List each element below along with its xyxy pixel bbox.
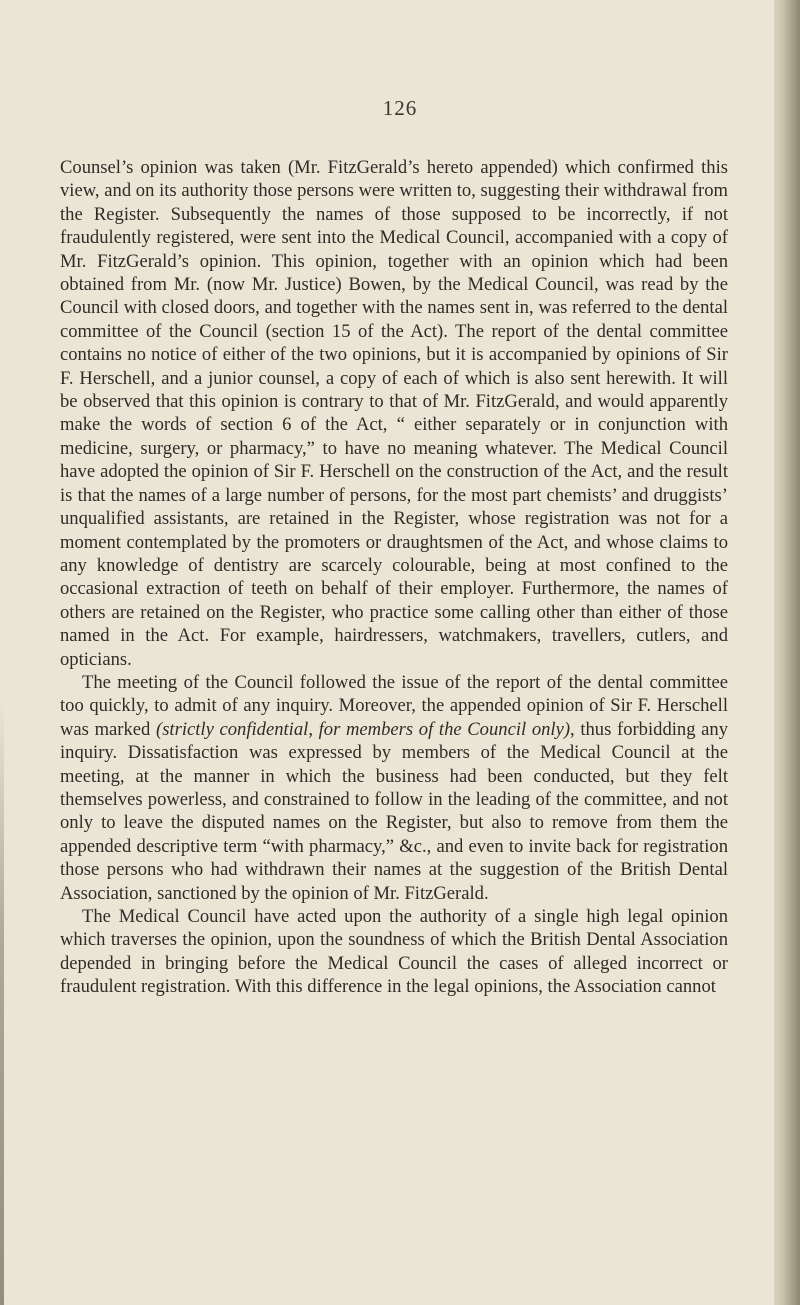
paragraph-1-text: Counsel’s opinion was taken (Mr. FitzGerald’s hereto appended) which confirmed this view, and on its authority those persons were written to, suggesting their withdrawal from the Register. Subsequently the names of those supposed to be incorrectly, if not fraudulently registered, were sent into the Medical Council, accompanied with a copy of Mr. FitzGerald’s opinion. This opinion, together with an opinion which had been obtained from Mr. (now Mr. Justice) Bowen, by the Medical Council, was read by the Council with closed doors, and together with the names sent in, was referred to the dental committee of the Council (section 15 of the Act). The report of the dental committee contains no notice of either of the two opinions, but it is accompanied by opinions of Sir F. Herschell, and a junior counsel, a copy of each of which is also sent herewith. It will be observed that this opinion is contrary to that of Mr. FitzGerald, and would apparently make the words of section 6 of the Act, “ either separately or in conjunction with medicine, surgery, or pharmacy,” to have no meaning whatever. The Medical Council have adopted the opinion of Sir F. Herschell on the construction of the Act, and the result is that the names of a large number of persons, for the most part chemists’ and druggists’ unqualified assistants, are retained in the Register, whose registration was not for a moment contemplated by the promoters or draughtsmen of the Act, and whose claims to any knowledge of dentistry are scarcely colourable, being at most confined to the occasional extraction of teeth on behalf of their employer. Furthermore, the names of others are retained on the Register, who practice some calling other than either of those named in the Act. For example, hairdressers, watchmakers, travellers, cutlers, and opticians. (60, 157, 728, 670)
paragraph-2-text-a: The meeting of the Council followed the issue of the report of the dental committee too quickly, to admit of any inquiry. Moreover, the appended opinion of Sir F. Herschell was marked (60, 671, 728, 740)
paragraph-1 (60, 156, 728, 671)
body-text (60, 156, 728, 999)
paragraph-2-text-b: , thus forbidding any inquiry. Dissatisfaction was expressed by members of the Medical Council at the meeting, at the manner in which the business had been conducted, but they felt themselves powerless, and constrained to follow in the leading of the committee, and not only to leave the disputed names on the Register, but also to remove from them the appended descriptive term “with pharmacy,” &c., and even to invite back for registration those persons who had withdrawn their names at the suggestion of the British Dental Association, sanctioned by the opinion of Mr. FitzGerald. (60, 718, 729, 904)
page-gutter-shadow (0, 700, 4, 1305)
paragraph-3-text: The Medical Council have acted upon the authority of a single high legal opinion which traverses the opinion, upon the soundness of which the British Dental Association depended in bringing before the Medical Council the cases of alleged incorrect or fraudulent registration. With this difference in the legal opinions, the Association cannot (60, 906, 728, 998)
page-edge-shadow (774, 0, 800, 1305)
paragraph-2-italic-note: (strictly confidential, for members of the Council only) (156, 718, 571, 740)
page-number: 126 (382, 96, 418, 120)
paragraph-3 (60, 905, 728, 999)
paragraph-2 (60, 671, 728, 905)
